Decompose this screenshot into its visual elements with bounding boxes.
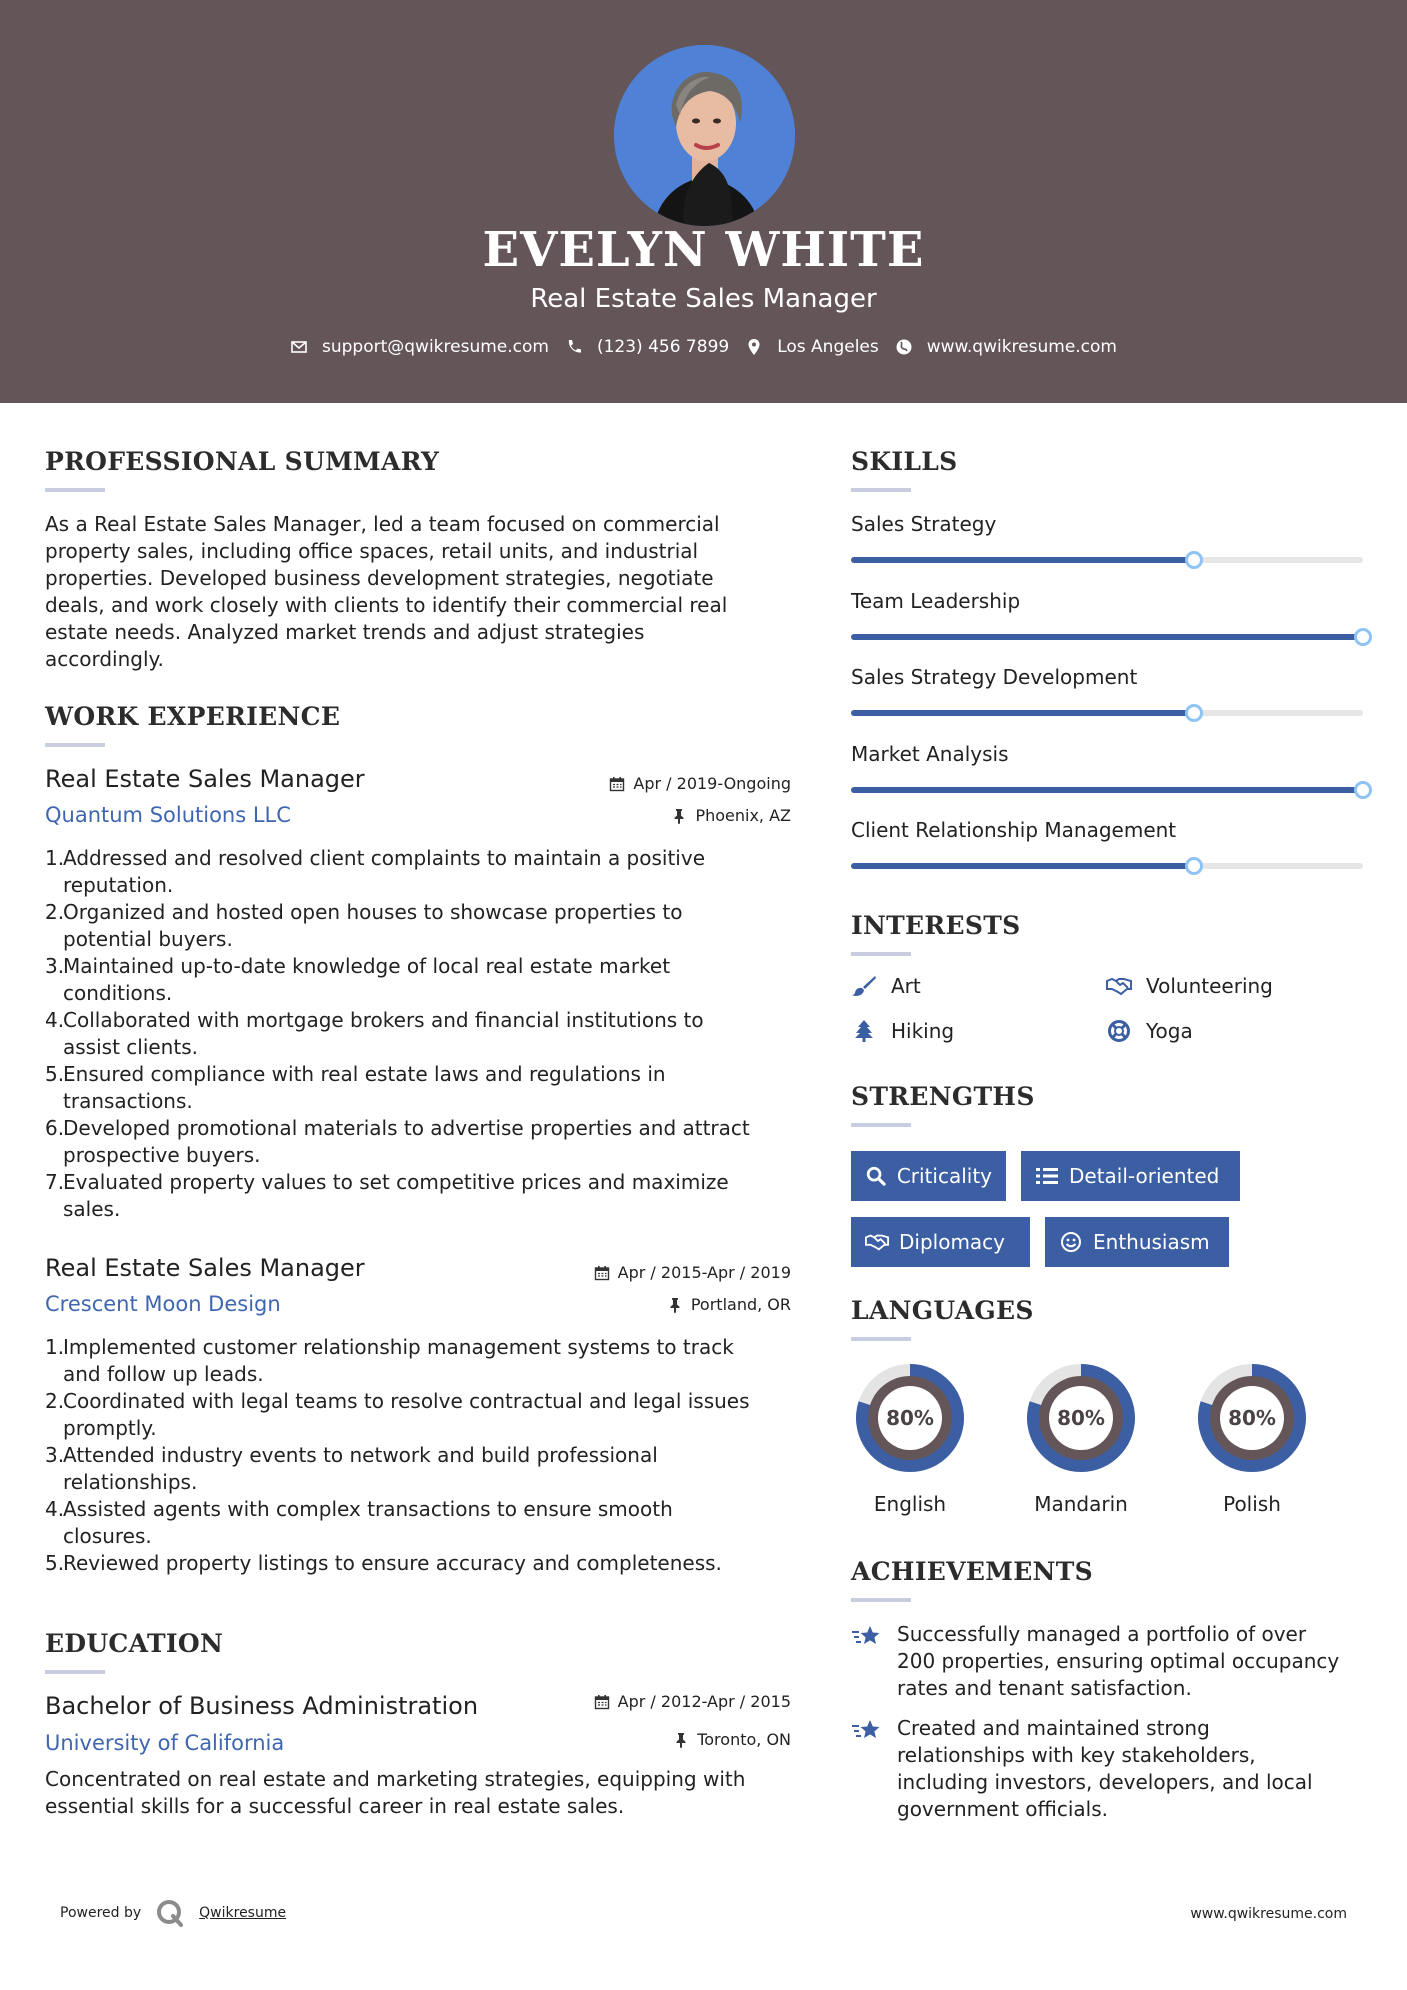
language-name: Mandarin <box>1034 1492 1128 1516</box>
pushpin-icon <box>673 1732 689 1748</box>
pushpin-icon <box>671 808 687 824</box>
skill-bar-knob <box>1185 551 1203 569</box>
education-dates <box>594 1692 791 1711</box>
summary-line: properties. Developed business development strategies, negotiate <box>45 566 714 590</box>
skill-bar-knob <box>1185 857 1203 875</box>
contact-email[interactable] <box>290 337 549 357</box>
resume-header <box>0 0 1407 403</box>
experience-heading: WORK EXPERIENCE <box>45 702 341 731</box>
job-company[interactable]: Crescent Moon Design <box>45 1292 281 1316</box>
job-location <box>671 806 791 825</box>
handshake-icon <box>1106 975 1132 997</box>
smile-icon <box>1059 1231 1083 1253</box>
interest-yoga <box>1106 1019 1193 1043</box>
contact-phone[interactable] <box>565 337 729 357</box>
contact-website-text: www.qwikresume.com <box>926 337 1117 357</box>
strengths-heading: STRENGTHS <box>851 1082 1035 1111</box>
education-heading: EDUCATION <box>45 1629 224 1658</box>
interest-volunteering <box>1106 974 1273 998</box>
achievement-item <box>851 1715 1371 1823</box>
interest-hiking <box>851 1019 954 1043</box>
star-badge-icon <box>851 1623 881 1651</box>
powered-by-text: Powered by <box>60 1905 142 1921</box>
skill-bar-knob <box>1354 781 1372 799</box>
achievement-text: Successfully managed a portfolio of over 200 properties, ensuring optimal occupancy rates and tenant satisfaction. <box>897 1622 1340 1700</box>
skill-name: Sales Strategy Development <box>851 665 1138 689</box>
language-ring <box>850 1358 970 1478</box>
list-item: 5. Ensured compliance with real estate laws and regulations in transactions. <box>45 1062 666 1113</box>
job-company[interactable]: Quantum Solutions LLC <box>45 803 291 827</box>
interests-underline <box>851 952 911 956</box>
summary-line: As a Real Estate Sales Manager, led a team focused on commercial <box>45 512 720 536</box>
interest-label: Yoga <box>1146 1019 1193 1043</box>
footer-website[interactable]: www.qwikresume.com <box>1190 1906 1347 1922</box>
job-location <box>667 1295 791 1314</box>
interest-label: Hiking <box>891 1019 955 1043</box>
phone-icon <box>565 338 583 356</box>
job-duties <box>45 845 805 1223</box>
achievements-underline <box>851 1598 911 1602</box>
education-location <box>673 1730 791 1749</box>
degree-title: Bachelor of Business Administration <box>45 1692 479 1720</box>
contact-email-text: support@qwikresume.com <box>322 337 549 357</box>
job-location-text: Phoenix, AZ <box>695 806 791 825</box>
job-dates-text: Apr / 2015-Apr / 2019 <box>617 1263 791 1282</box>
calendar-icon <box>594 1694 610 1710</box>
job-duties <box>45 1334 805 1577</box>
job-dates <box>609 774 791 793</box>
skill-bar <box>851 787 1363 793</box>
strength-chip-enthusiasm <box>1045 1217 1229 1267</box>
summary-line: accordingly. <box>45 647 164 671</box>
education-line: essential skills for a successful career in real estate sales. <box>45 1794 625 1818</box>
strength-label: Detail-oriented <box>1069 1164 1220 1188</box>
candidate-title: Real Estate Sales Manager <box>530 284 877 314</box>
list-item: 2. Organized and hosted open houses to showcase properties to potential buyers. <box>45 900 683 951</box>
list-item: 2. Coordinated with legal teams to resolve contractual and legal issues promptly. <box>45 1389 750 1440</box>
achievement-text: Created and maintained strong relationships with key stakeholders, including investors, developers, and local government officials. <box>897 1716 1313 1821</box>
search-icon <box>865 1165 887 1187</box>
interest-label: Volunteering <box>1146 974 1273 998</box>
skill-bar-fill <box>851 557 1194 563</box>
contact-phone-text: (123) 456 7899 <box>596 337 730 357</box>
contact-location <box>745 337 879 357</box>
achievement-item <box>851 1621 1371 1702</box>
list-item: 3. Attended industry events to network and build professional relationships. <box>45 1443 658 1494</box>
job-title: Real Estate Sales Manager <box>45 1254 365 1282</box>
calendar-icon <box>594 1265 610 1281</box>
languages-heading: LANGUAGES <box>851 1296 1034 1325</box>
strength-chip-criticality <box>851 1151 1006 1201</box>
skills-heading: SKILLS <box>851 447 958 476</box>
list-item: 1. Addressed and resolved client complaints to maintain a positive reputation. <box>45 846 706 897</box>
list-icon <box>1035 1165 1059 1187</box>
skill-name: Client Relationship Management <box>851 818 1177 842</box>
skill-bar <box>851 863 1363 869</box>
list-item: 6. Developed promotional materials to advertise properties and attract prospective buyers. <box>45 1116 750 1167</box>
skills-underline <box>851 488 911 492</box>
skill-bar <box>851 710 1363 716</box>
list-item: 4. Assisted agents with complex transactions to ensure smooth closures. <box>45 1497 673 1548</box>
list-item: 4. Collaborated with mortgage brokers and financial institutions to assist clients. <box>45 1008 704 1059</box>
skill-bar-fill <box>851 863 1194 869</box>
contact-bar <box>0 337 1407 357</box>
summary-heading: PROFESSIONAL SUMMARY <box>45 447 440 476</box>
skill-bar-knob <box>1185 704 1203 722</box>
candidate-name: EVELYN WHITE <box>482 222 925 278</box>
list-item: 1. Implemented customer relationship management systems to track and follow up leads. <box>45 1335 734 1386</box>
skill-name: Market Analysis <box>851 741 1009 766</box>
interest-art <box>851 974 921 998</box>
map-pin-icon <box>745 338 763 356</box>
skill-bar-knob <box>1354 628 1372 646</box>
education-location-text: Toronto, ON <box>697 1730 791 1749</box>
strength-label: Diplomacy <box>899 1230 1006 1254</box>
globe-icon <box>895 338 913 356</box>
tree-icon <box>851 1020 877 1042</box>
skill-bar-fill <box>851 634 1363 640</box>
footer-powered-by <box>60 1898 286 1928</box>
education-underline <box>45 1670 105 1674</box>
list-item: 7. Evaluated property values to set competitive prices and maximize sales. <box>45 1170 729 1221</box>
language-name: English <box>873 1492 947 1516</box>
summary-line: deals, and work closely with clients to identify their commercial real <box>45 593 728 617</box>
job-dates-text: Apr / 2019-Ongoing <box>633 774 791 793</box>
brand-link[interactable]: Qwikresume <box>199 1905 287 1921</box>
strength-label: Criticality <box>896 1164 992 1188</box>
language-percent: 80% <box>886 1406 934 1430</box>
skill-bar <box>851 634 1363 640</box>
handshake-icon <box>865 1231 889 1253</box>
contact-location-text: Los Angeles <box>777 337 879 357</box>
job-dates <box>594 1263 791 1282</box>
strength-chip-detail-oriented <box>1021 1151 1240 1201</box>
interest-label: Art <box>891 974 921 998</box>
languages-underline <box>851 1337 911 1341</box>
skill-bar-fill <box>851 710 1194 716</box>
job-location-text: Portland, OR <box>690 1295 791 1314</box>
job-title: Real Estate Sales Manager <box>45 765 365 793</box>
language-ring <box>1021 1358 1141 1478</box>
experience-underline <box>45 743 105 747</box>
skill-bar <box>851 557 1363 563</box>
summary-line: estate needs. Analyzed market trends and adjust strategies <box>45 620 645 644</box>
contact-website[interactable] <box>895 337 1117 357</box>
skill-name: Sales Strategy <box>851 512 997 536</box>
strength-chip-diplomacy <box>851 1217 1030 1267</box>
summary-line: property sales, including office spaces, retail units, and industrial <box>45 539 699 563</box>
pushpin-icon <box>667 1297 683 1313</box>
language-percent: 80% <box>1228 1406 1276 1430</box>
strengths-underline <box>851 1123 911 1127</box>
language-percent: 80% <box>1057 1406 1105 1430</box>
education-line: Concentrated on real estate and marketing strategies, equipping with <box>45 1767 746 1791</box>
education-dates-text: Apr / 2012-Apr / 2015 <box>617 1692 791 1711</box>
strength-label: Enthusiasm <box>1093 1230 1210 1254</box>
envelope-icon <box>290 338 308 356</box>
star-badge-icon <box>851 1717 881 1745</box>
school-name[interactable]: University of California <box>45 1731 285 1755</box>
skill-name: Team Leadership <box>851 588 1021 613</box>
education-text <box>45 1766 805 1820</box>
language-ring <box>1192 1358 1312 1478</box>
summary-underline <box>45 488 105 492</box>
achievements-heading: ACHIEVEMENTS <box>851 1557 1093 1586</box>
language-name: Polish <box>1223 1492 1281 1516</box>
calendar-icon <box>609 776 625 792</box>
paintbrush-icon <box>851 975 877 997</box>
list-item: 5. Reviewed property listings to ensure accuracy and completeness. <box>45 1551 722 1575</box>
interests-heading: INTERESTS <box>851 911 1021 940</box>
qwikresume-logo-icon <box>155 1898 185 1928</box>
profile-photo <box>614 45 795 226</box>
list-item: 3. Maintained up-to-date knowledge of local real estate market conditions. <box>45 954 671 1005</box>
summary-text <box>45 511 785 673</box>
skill-bar-fill <box>851 787 1363 793</box>
lifebuoy-icon <box>1106 1020 1132 1042</box>
